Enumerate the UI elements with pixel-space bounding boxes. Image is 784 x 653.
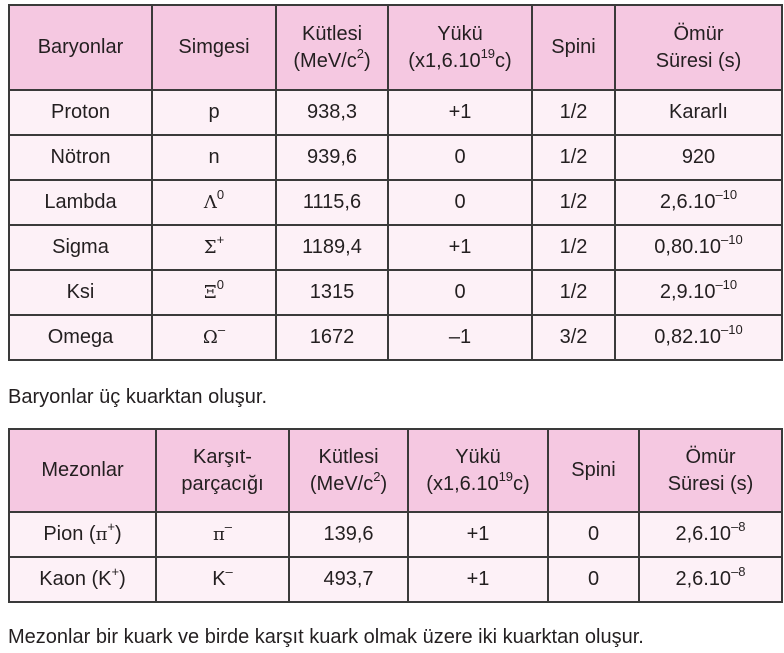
baryon-lifetime: $2,9.10^{-10}$ bbox=[615, 270, 782, 315]
baryon-note: Baryonlar üç kuarktan oluşur. bbox=[8, 386, 268, 408]
baryon-mass: 938,3 bbox=[276, 90, 388, 135]
baryon-spin: 1/2 bbox=[532, 180, 615, 225]
meson-name: Kaon (K+) bbox=[9, 557, 156, 602]
meson-table bbox=[8, 428, 783, 603]
baryon-charge: +1 bbox=[388, 225, 532, 270]
baryon-lifetime: $2,6.10^{-10}$ bbox=[615, 180, 782, 225]
baryon-header-lifetime: Ömür Süresi (s) bbox=[615, 5, 782, 90]
meson-antiparticle: π– bbox=[156, 512, 289, 557]
baryon-table bbox=[8, 4, 783, 361]
baryon-row bbox=[9, 135, 782, 180]
meson-lifetime: $2,6.10^{-8}$ bbox=[639, 512, 782, 557]
baryon-symbol: p bbox=[152, 90, 276, 135]
meson-mass: 139,6 bbox=[289, 512, 408, 557]
meson-antiparticle: K– bbox=[156, 557, 289, 602]
baryon-symbol: $\Xi^0$ bbox=[152, 270, 276, 315]
baryon-charge: 0 bbox=[388, 180, 532, 225]
baryon-row bbox=[9, 270, 782, 315]
meson-lifetime: $2,6.10^{-8}$ bbox=[639, 557, 782, 602]
meson-note: Mezonlar bir kuark ve birde karşıt kuark olmak üzere iki kuarktan oluşur. bbox=[8, 626, 644, 648]
baryon-mass: 1672 bbox=[276, 315, 388, 360]
baryon-charge: 0 bbox=[388, 270, 532, 315]
baryon-name: Proton bbox=[9, 90, 152, 135]
baryon-row bbox=[9, 180, 782, 225]
meson-spin: 0 bbox=[548, 512, 639, 557]
baryon-header-spin: Spini bbox=[532, 5, 615, 90]
baryon-spin: 1/2 bbox=[532, 135, 615, 180]
baryon-name: Lambda bbox=[9, 180, 152, 225]
meson-header-spin: Spini bbox=[548, 429, 639, 512]
baryon-charge: +1 bbox=[388, 90, 532, 135]
meson-header-charge: Yükü (x1,6.10$^{19}$c) bbox=[408, 429, 548, 512]
meson-mass: 493,7 bbox=[289, 557, 408, 602]
meson-charge: +1 bbox=[408, 557, 548, 602]
baryon-name: Omega bbox=[9, 315, 152, 360]
baryon-row bbox=[9, 225, 782, 270]
meson-header-mass: Kütlesi $(MeV/c^2)$ bbox=[289, 429, 408, 512]
baryon-header-mass: Kütlesi $(MeV/c^2)$ bbox=[276, 5, 388, 90]
baryon-mass: 1315 bbox=[276, 270, 388, 315]
baryon-mass: 1189,4 bbox=[276, 225, 388, 270]
baryon-row bbox=[9, 90, 782, 135]
baryon-spin: 1/2 bbox=[532, 90, 615, 135]
meson-header-antiparticle: Karşıt- parçacığı bbox=[156, 429, 289, 512]
baryon-mass: 939,6 bbox=[276, 135, 388, 180]
baryon-charge: 0 bbox=[388, 135, 532, 180]
baryon-header-name: Baryonlar bbox=[9, 5, 152, 90]
baryon-lifetime: $0,82.10^{-10}$ bbox=[615, 315, 782, 360]
baryon-header-charge: Yükü (x1,6.10$^{19}$c) bbox=[388, 5, 532, 90]
meson-header-lifetime: Ömür Süresi (s) bbox=[639, 429, 782, 512]
meson-name: Pion (π+) bbox=[9, 512, 156, 557]
baryon-spin: 1/2 bbox=[532, 270, 615, 315]
baryon-name: Ksi bbox=[9, 270, 152, 315]
meson-row bbox=[9, 557, 782, 602]
baryon-mass: 1115,6 bbox=[276, 180, 388, 225]
baryon-header-symbol: Simgesi bbox=[152, 5, 276, 90]
baryon-lifetime: 920 bbox=[615, 135, 782, 180]
baryon-header-row bbox=[9, 5, 782, 90]
baryon-name: Sigma bbox=[9, 225, 152, 270]
meson-header-row bbox=[9, 429, 782, 512]
baryon-spin: 1/2 bbox=[532, 225, 615, 270]
meson-header-name: Mezonlar bbox=[9, 429, 156, 512]
baryon-row bbox=[9, 315, 782, 360]
baryon-spin: 3/2 bbox=[532, 315, 615, 360]
baryon-symbol: Σ+ bbox=[152, 225, 276, 270]
meson-row bbox=[9, 512, 782, 557]
meson-spin: 0 bbox=[548, 557, 639, 602]
baryon-charge: –1 bbox=[388, 315, 532, 360]
baryon-name: Nötron bbox=[9, 135, 152, 180]
meson-charge: +1 bbox=[408, 512, 548, 557]
baryon-lifetime: $0,80.10^{-10}$ bbox=[615, 225, 782, 270]
baryon-symbol: Ω– bbox=[152, 315, 276, 360]
baryon-lifetime: Kararlı bbox=[615, 90, 782, 135]
baryon-symbol: n bbox=[152, 135, 276, 180]
baryon-symbol: $\Lambda^0$ bbox=[152, 180, 276, 225]
